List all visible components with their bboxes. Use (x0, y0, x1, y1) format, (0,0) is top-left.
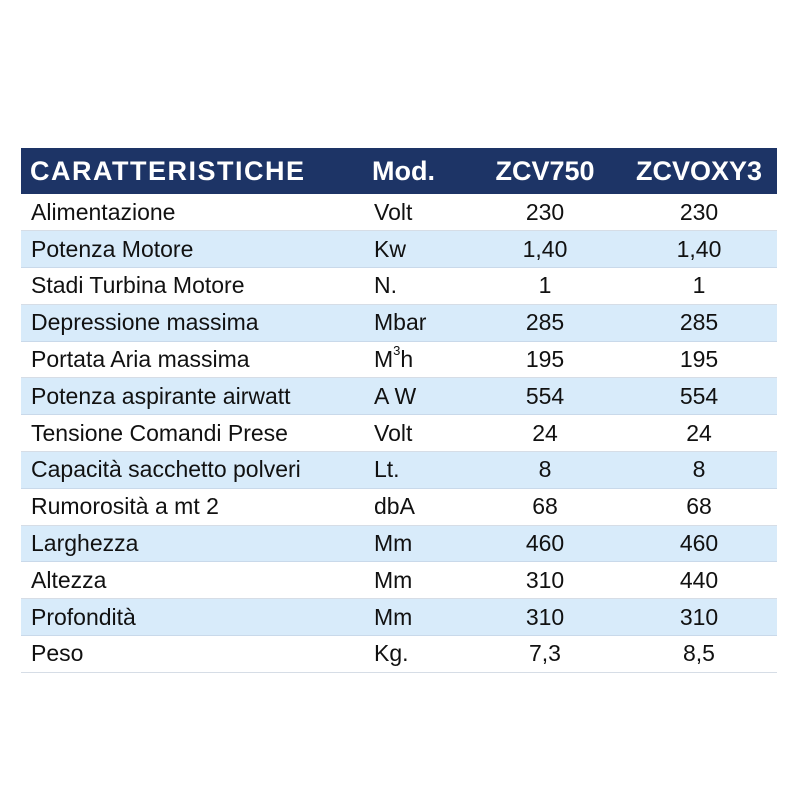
specifications-table (21, 148, 777, 673)
table-body (21, 194, 777, 672)
table-row (21, 231, 777, 268)
row-value-zcv750: 554 (469, 378, 621, 415)
row-label: Profondità (21, 599, 366, 636)
row-label: Depressione massima (21, 304, 366, 341)
table-row (21, 488, 777, 525)
row-value-zcvoxy3: 8 (621, 452, 777, 489)
row-label: Portata Aria massima (21, 341, 366, 378)
row-unit-cubic-meters-hour (366, 341, 469, 378)
row-value-zcvoxy3: 230 (621, 194, 777, 231)
row-value-zcv750: 1 (469, 268, 621, 305)
row-unit: Mm (366, 562, 469, 599)
row-value-zcv750: 460 (469, 525, 621, 562)
table-row (21, 341, 777, 378)
row-value-zcvoxy3: 554 (621, 378, 777, 415)
row-value-zcvoxy3: 68 (621, 488, 777, 525)
row-label: Potenza Motore (21, 231, 366, 268)
table-row (21, 304, 777, 341)
row-unit: Volt (366, 415, 469, 452)
header-model-zcv750: ZCV750 (495, 155, 595, 186)
row-value-zcvoxy3: 1 (621, 268, 777, 305)
table-row (21, 525, 777, 562)
row-label: Altezza (21, 562, 366, 599)
row-label: Alimentazione (21, 194, 366, 231)
row-value-zcv750: 8 (469, 452, 621, 489)
row-value-zcv750: 310 (469, 599, 621, 636)
row-value-zcvoxy3: 195 (621, 341, 777, 378)
table-row (21, 452, 777, 489)
row-label: Potenza aspirante airwatt (21, 378, 366, 415)
unit-base: M (374, 346, 394, 373)
table-row (21, 562, 777, 599)
row-value-zcv750: 7,3 (469, 636, 621, 673)
row-value-zcv750: 195 (469, 341, 621, 378)
table-row (21, 268, 777, 305)
row-value-zcvoxy3: 460 (621, 525, 777, 562)
table-row (21, 415, 777, 452)
table-row (21, 599, 777, 636)
unit-superscript: 3 (393, 343, 401, 359)
row-label: Peso (21, 636, 366, 673)
row-unit: A W (366, 378, 469, 415)
table-row (21, 194, 777, 231)
header-model-zcvoxy3: ZCVOXY3 (635, 155, 763, 186)
row-label: Larghezza (21, 525, 366, 562)
header-model-unit: Mod. (372, 155, 435, 186)
row-unit: Kw (366, 231, 469, 268)
row-value-zcvoxy3: 1,40 (621, 231, 777, 268)
row-value-zcv750: 230 (469, 194, 621, 231)
row-label: Stadi Turbina Motore (21, 268, 366, 305)
table-row (21, 378, 777, 415)
row-unit: dbA (366, 488, 469, 525)
unit-suffix: h (400, 346, 414, 373)
row-label: Rumorosità a mt 2 (21, 488, 366, 525)
row-label: Capacità sacchetto polveri (21, 452, 366, 489)
row-value-zcvoxy3: 285 (621, 304, 777, 341)
row-value-zcv750: 1,40 (469, 231, 621, 268)
header-row (21, 148, 777, 194)
row-unit: Mm (366, 599, 469, 636)
row-unit: Kg. (366, 636, 469, 673)
header-characteristics: CARATTERISTICHE (30, 155, 306, 186)
row-value-zcvoxy3: 440 (621, 562, 777, 599)
row-label: Tensione Comandi Prese (21, 415, 366, 452)
row-value-zcvoxy3: 24 (621, 415, 777, 452)
row-value-zcvoxy3: 8,5 (621, 636, 777, 673)
table-header (21, 148, 777, 194)
row-value-zcv750: 310 (469, 562, 621, 599)
row-value-zcvoxy3: 310 (621, 599, 777, 636)
row-value-zcv750: 24 (469, 415, 621, 452)
row-value-zcv750: 68 (469, 488, 621, 525)
row-unit: N. (366, 268, 469, 305)
row-unit: Mm (366, 525, 469, 562)
row-unit: Lt. (366, 452, 469, 489)
row-unit: Volt (366, 194, 469, 231)
row-unit: Mbar (366, 304, 469, 341)
table-row (21, 636, 777, 673)
row-value-zcv750: 285 (469, 304, 621, 341)
